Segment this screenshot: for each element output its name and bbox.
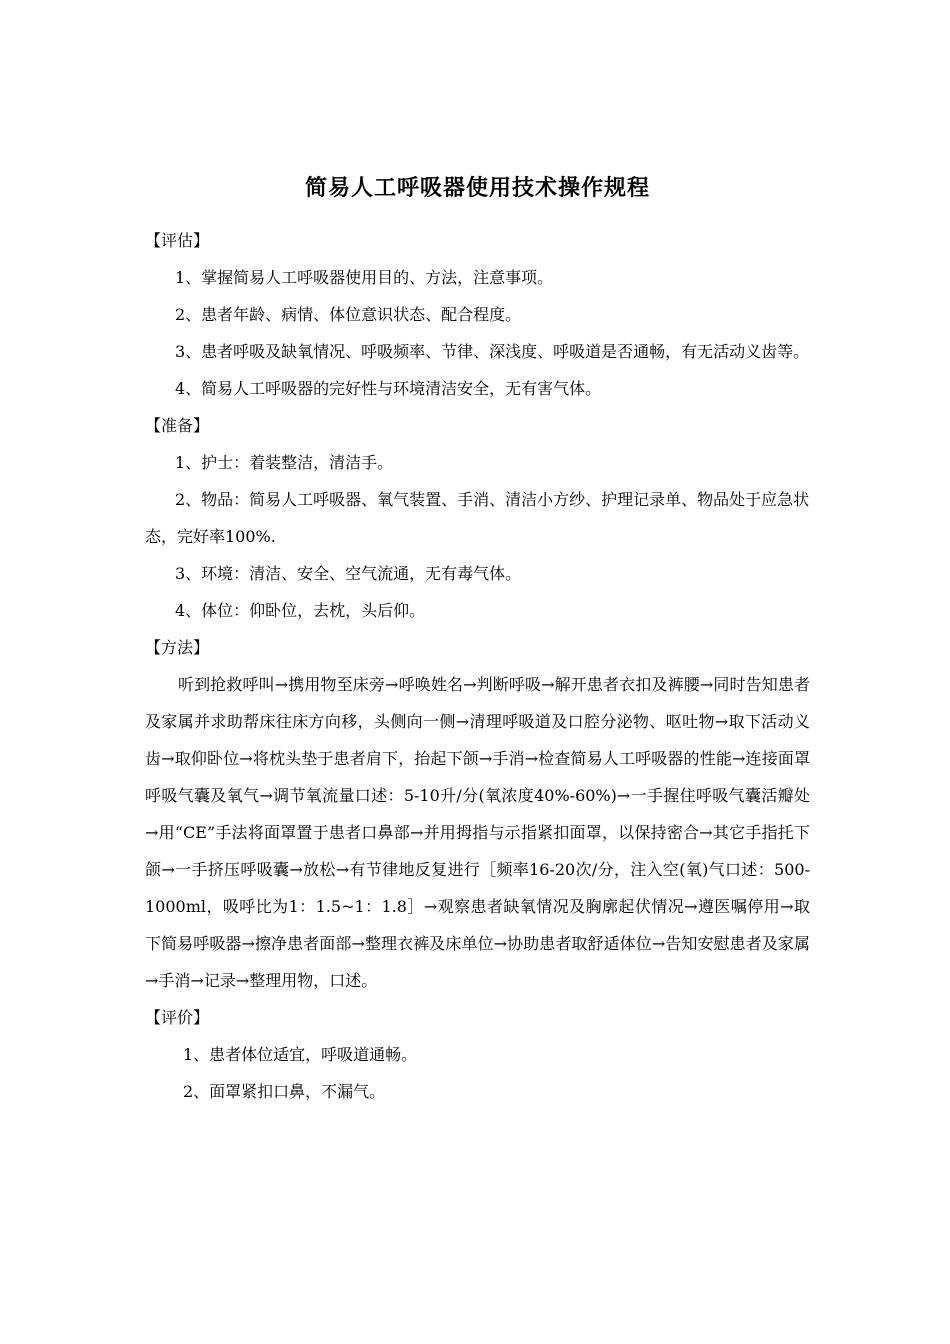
section-heading-evaluation: 【评价】 [145, 1008, 210, 1027]
section-method [145, 629, 810, 999]
evaluation-item-1: 1、患者体位适宜，呼吸道通畅。 [183, 1045, 418, 1064]
document-body [145, 168, 810, 1110]
document-title: 简易人工呼吸器使用技术操作规程 [304, 175, 650, 201]
section-heading-assessment: 【评估】 [145, 231, 210, 250]
section-heading-preparation: 【准备】 [145, 416, 210, 435]
preparation-item-4: 4、体位：仰卧位，去枕，头后仰。 [175, 601, 426, 620]
evaluation-item-2: 2、面罩紧扣口鼻，不漏气。 [183, 1082, 386, 1101]
assessment-item-3: 3、患者呼吸及缺氧情况、呼吸频率、节律、深浅度、呼吸道是否通畅，有无活动义齿等。 [175, 342, 810, 361]
assessment-item-4: 4、简易人工呼吸器的完好性与环境清洁安全，无有害气体。 [175, 379, 602, 398]
method-paragraph: 听到抢救呼叫→携用物至床旁→呼唤姓名→判断呼吸→解开患者衣扣及裤腰→同时告知患者及家属并求助帮床往床方向移，头侧向一侧→清理呼吸道及口腔分泌物、呕吐物→取下活动义齿→取仰卧位→将枕头垫于患者肩下，抬起下颌→手消→检查简易人工呼吸器的性能→连接面罩呼吸气囊及氧气→调节氧流量口述：5-10升/分(氧浓度40%-60%)→一手握住呼吸气囊活瓣处→用“CE”手法将面罩置于患者口鼻部→并用拇指与示指紧扣面罩，以保持密合→其它手指托下颌→一手挤压呼吸囊→放松→有节律地反复进行［频率16-20次/分，注入空(氧)气口述：500-1000ml，吸呼比为1：1.5~1：1.8］→观察患者缺氧情况及胸廓起伏情况→遵医嘱停用→取下简易呼吸器→擦净患者面部→整理衣裤及床单位→协助患者取舒适体位→告知安慰患者及家属→手消→记录→整理用物，口述。 [145, 675, 810, 990]
assessment-item-2: 2、患者年龄、病情、体位意识状态、配合程度。 [175, 305, 522, 324]
section-heading-method: 【方法】 [145, 638, 210, 657]
preparation-item-1: 1、护士：着装整洁，清洁手。 [175, 453, 394, 472]
section-assessment [145, 222, 810, 407]
assessment-item-1: 1、掌握简易人工呼吸器使用目的、方法，注意事项。 [175, 268, 554, 287]
section-preparation [145, 407, 810, 629]
preparation-item-3: 3、环境：清洁、安全、空气流通，无有毒气体。 [175, 564, 522, 583]
preparation-item-2: 2、物品：简易人工呼吸器、氧气装置、手消、清洁小方纱、护理记录单、物品处于应急状态，完好率100%. [145, 490, 810, 546]
section-evaluation [145, 999, 810, 1110]
